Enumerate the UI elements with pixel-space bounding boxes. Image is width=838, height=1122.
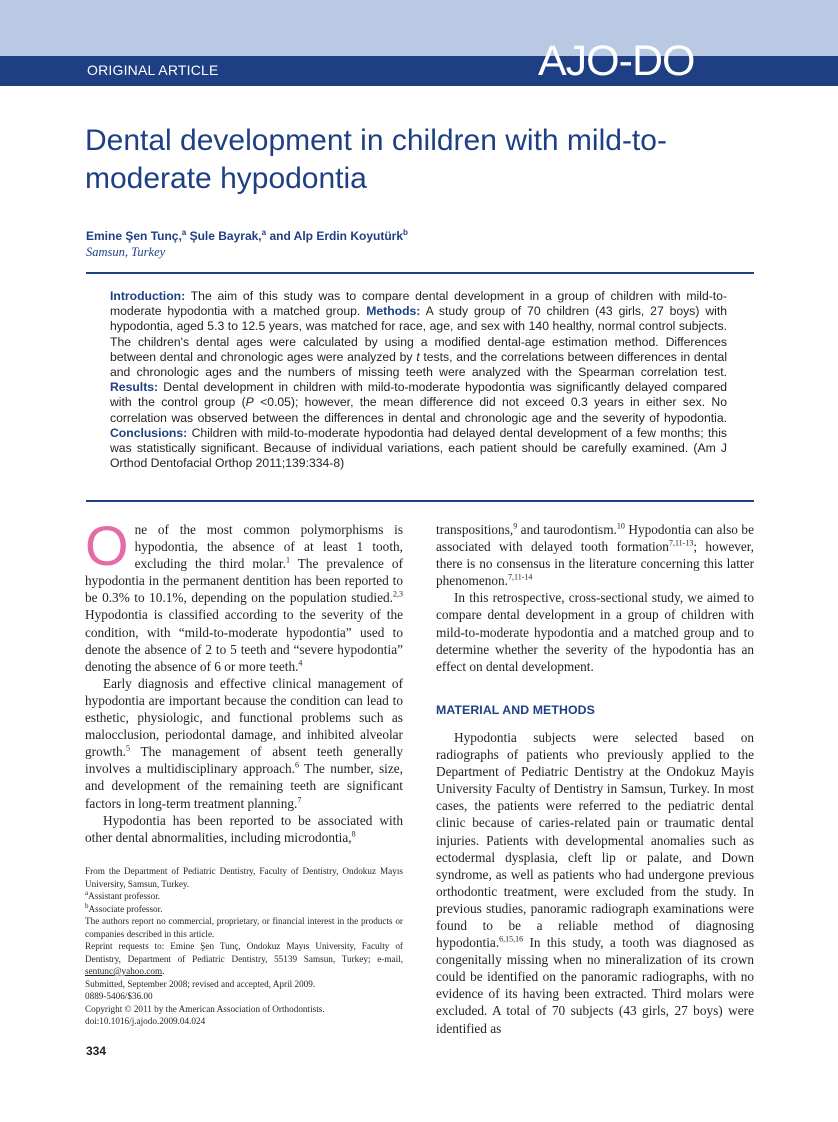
abstract-conclusions-label: Conclusions:	[110, 425, 188, 440]
abstract-methods-text: tests, and the correlations between differences in dental and chronologic ages and the numbers of missing teeth were analyzed with the Spearman correlation test.	[110, 349, 728, 380]
citation-ref: 6	[295, 760, 300, 770]
footnote-text: Assistant professor.	[88, 891, 161, 901]
citation-ref: 6,15,16	[499, 934, 524, 944]
footnote-disclosure: The authors report no commercial, proprietary, or financial interest in the products or companies described in this article.	[85, 916, 403, 939]
footnotes	[85, 865, 403, 1028]
abstract	[110, 289, 727, 471]
abstract-results-text: Dental development in children with mild-to-moderate hypodontia was significantly delayed compared with the control group (	[110, 380, 728, 410]
citation-ref: 10	[616, 521, 625, 531]
paragraph-text: Hypodontia can also be associated with delayed tooth formation	[436, 522, 754, 555]
author-affiliation-mark: a	[181, 228, 187, 237]
abstract-methods-text: A study group of 70 children (43 girls, 27 boys) with hypodontia, aged 5.3 to 12.5 years, was matched for race, age, and sex with 140 healthy, normal control subjects. The children's dental ages were calculated by using a modified dental-age estimation method. Differences between dental and chronologic ages were analyzed by	[110, 304, 727, 364]
citation-ref: 9	[513, 521, 518, 531]
paragraph-text: Early diagnosis and effective clinical management of hypodontia are important because the condition can lead to esthetic, physiologic, and functional problems such as malocclusion, periodontal damage, and inhibited alveolar growth.	[85, 675, 403, 760]
paragraph-text: The management of absent teeth generally involves a multidisciplinary approach.	[85, 744, 403, 777]
footnote-affiliation: From the Department of Pediatric Dentistry, Faculty of Dentistry, Ondokuz Mayıs University, Samsun, Turkey.	[85, 866, 403, 889]
paragraph-text: ; however, there is no consensus in the literature concerning this latter phenomenon.	[436, 539, 754, 589]
footnote-submitted: Submitted, September 2008; revised and accepted, April 2009.	[85, 978, 316, 989]
author-list	[86, 228, 408, 243]
paragraph-text: ne of the most common polymorphisms is hypodontia, the absence of at least 1 tooth, excluding the third molar.	[134, 522, 403, 572]
citation-ref: 8	[351, 829, 356, 839]
journal-logo: AJO-DO	[538, 37, 695, 85]
abstract-t-symbol: t	[416, 349, 420, 364]
body-paragraph	[436, 729, 754, 1037]
body-paragraph	[436, 521, 754, 589]
paragraph-text: and taurodontism.	[517, 522, 617, 537]
footnote-b	[85, 903, 403, 916]
body-column-left	[85, 514, 403, 846]
footnote-text: Reprint requests to: Emine Şen Tunç, Ondokuz Mayıs University, Faculty of Dentistry, Department of Pediatric Dentistry, 55139 Samsun, Turkey; e-mail,	[85, 941, 403, 964]
paragraph-text: Hypodontia has been reported to be associated with other dental abnormalities, including microdontia,	[85, 812, 403, 845]
abstract-methods-label: Methods:	[366, 304, 421, 319]
abstract-bottom-rule	[86, 500, 754, 502]
footnote-mark: b	[85, 901, 89, 910]
section-heading: MATERIAL AND METHODS	[436, 702, 595, 717]
author-name: Şule Bayrak,	[189, 229, 262, 243]
body-paragraph	[85, 812, 403, 846]
footnote-reprint	[85, 940, 403, 978]
footnote-mark: a	[85, 888, 89, 897]
abstract-results-text: <0.05); however, the mean difference did not exceed 0.3 years in either sex. No correlation was observed between the differences in dental and chronologic age and the severity of hypodontia.	[110, 395, 727, 425]
abstract-top-rule	[86, 272, 754, 274]
body-paragraph: In this retrospective, cross-sectional study, we aimed to compare dental development in a group of children with mild-to-moderate hypodontia and a matched group and to determine whether the severity of the hypodontia has an effect on dental development.	[436, 590, 754, 674]
paragraph-text: transpositions,	[436, 522, 514, 537]
abstract-results-label: Results:	[110, 380, 159, 395]
body-column-right	[436, 521, 754, 1037]
citation-ref: 7	[297, 795, 302, 805]
citation-ref: 2,3	[393, 589, 403, 599]
footnote-a	[85, 890, 403, 903]
page-number: 334	[86, 1044, 107, 1058]
citation-ref: 5	[126, 743, 130, 753]
paragraph-text: The prevalence of hypodontia in the permanent dentition has been reported to be 0.3% to 10.1%, depending on the population studied.	[85, 556, 403, 606]
email-link[interactable]: sentunc@yahoo.com	[85, 966, 163, 976]
footnote-text: .	[162, 966, 165, 976]
citation-ref: 1	[285, 555, 290, 565]
header-band	[0, 0, 838, 56]
article-type-label: ORIGINAL ARTICLE	[87, 62, 219, 78]
footnote-text: Associate professor.	[88, 903, 163, 914]
abstract-conclusions-text: Children with mild-to-moderate hypodontia had delayed dental development of a few months; this was statistically significant. Because of individual variations, each patient should be carefully examined. (Am J Orthod Dentofacial Orthop 2011;139:334-8)	[110, 425, 727, 471]
author-location: Samsun, Turkey	[86, 245, 166, 259]
citation-ref: 7,11-14	[508, 572, 533, 582]
abstract-introduction-text: The aim of this study was to compare dental development in a group of children with mild-to-moderate hypodontia with a matched group.	[110, 289, 728, 319]
footnote-issn: 0889-5406/$36.00	[85, 991, 153, 1001]
author-affiliation-mark: a	[261, 228, 267, 237]
author-name: Emine Şen Tunç,	[86, 229, 182, 243]
paragraph-text: The number, size, and development of the remaining teeth are significant factors in long-term treatment planning.	[85, 761, 403, 811]
author-affiliation-mark: b	[403, 228, 408, 237]
body-paragraph	[85, 675, 403, 812]
abstract-introduction-label: Introduction:	[110, 289, 186, 303]
citation-ref: 4	[298, 658, 303, 668]
paragraph-text: Hypodontia subjects were selected based on radiographs of patients who previously applied to the Department of Pediatric Dentistry at the Ondokuz Mayis University Faculty of Dentistry in Samsun, Turkey. In most cases, the patients were referred to the pediatric dental clinic because of caries-related pain or traumatic dental injuries. Patients with developmental anomalies such as ectodermal dysplasia, cleft lip or palate, and Down syndrome, as well as patients who had undergone previous orthodontic treatment, were excluded from the study. In previous studies, panoramic radiograph examinations were found to be a reliable method of diagnosing hypodontia.	[436, 729, 754, 951]
footnote-copyright: Copyright © 2011 by the American Association of Orthodontists.	[85, 1003, 325, 1014]
citation-ref: 7,11-13	[668, 538, 694, 548]
drop-cap: O	[85, 514, 129, 577]
paragraph-text: In this study, a tooth was diagnosed as congenitally missing when no mineralization of its crown could be identified on the panoramic radiographs, with no evidence of its having been extracted. Third molars were excluded. A total of 70 subjects (43 girls, 27 boys) were identified as	[436, 935, 754, 1036]
article-title: Dental development in children with mild-to-moderate hypodontia	[85, 124, 667, 195]
footnote-doi: doi:10.1016/j.ajodo.2009.04.024	[85, 1016, 206, 1026]
body-paragraph	[85, 514, 403, 675]
paragraph-text: Hypodontia is classified according to the severity of the condition, with “mild-to-moderate hypodontia” used to denote the absence of 2 to 5 teeth and “severe hypodontia” denoting the absence of 6 or more teeth.	[85, 607, 403, 674]
author-name: and Alp Erdin Koyutürk	[269, 229, 403, 243]
abstract-p-symbol: P	[245, 395, 254, 410]
